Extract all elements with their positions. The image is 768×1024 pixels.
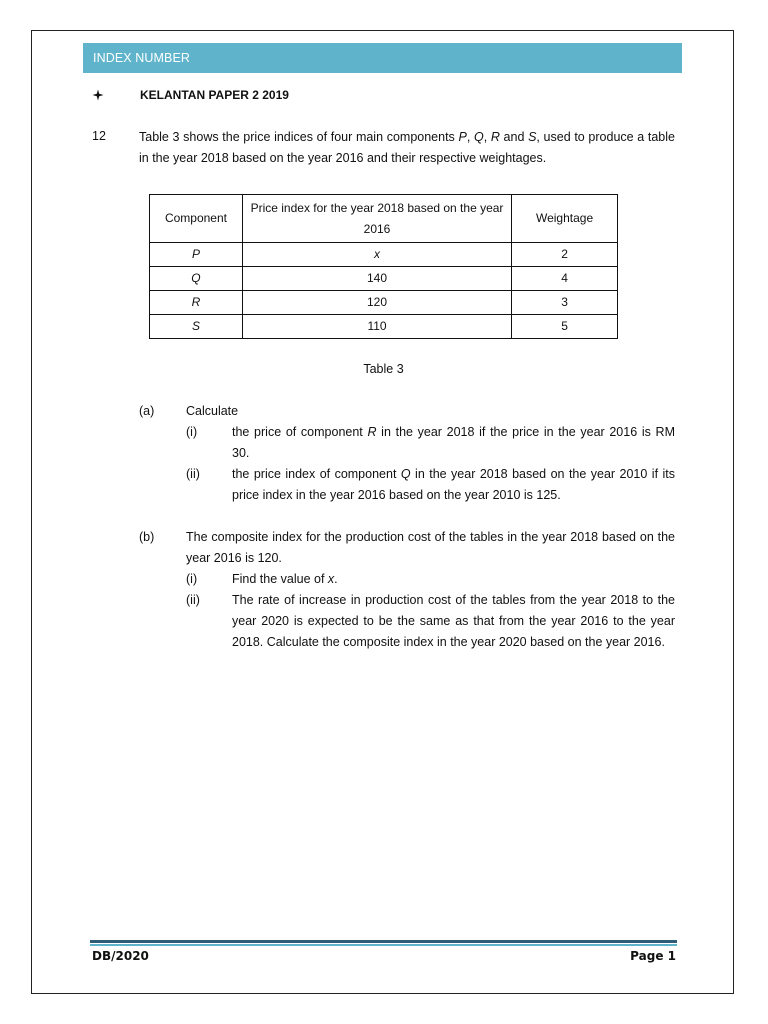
component-r-ref: R xyxy=(490,130,500,144)
part-a-ii-text-2: in the year 2018 based on the year 2010 if its price index in the year 2016 based on the year 2010 is 125. xyxy=(232,467,675,502)
table-header-row xyxy=(150,195,618,243)
component-s-ref: S xyxy=(528,130,537,144)
question-number: 12 xyxy=(92,129,106,143)
cell-weight: 4 xyxy=(512,267,618,291)
footer-page-number: Page 1 xyxy=(630,949,676,963)
part-b-i-var: x xyxy=(327,572,335,586)
intro-sep-2: , xyxy=(483,130,491,144)
question-intro xyxy=(139,127,675,169)
intro-sep-1: , xyxy=(466,130,474,144)
cell-component: Q xyxy=(150,267,243,291)
component-q-ref: Q xyxy=(473,130,484,144)
header-price-index: Price index for the year 2018 based on the year 2016 xyxy=(242,195,511,243)
table-row xyxy=(150,315,618,339)
section-title: KELANTAN PAPER 2 2019 xyxy=(140,88,289,102)
intro-sep-3: and xyxy=(499,130,529,144)
price-index-table xyxy=(149,194,618,339)
part-b-i-label: (i) xyxy=(186,572,198,586)
diamond-bullet-icon xyxy=(92,89,104,101)
cell-component: P xyxy=(150,243,243,267)
footer-rule xyxy=(90,940,677,946)
part-a-ii-text-1: the price index of component xyxy=(232,467,401,481)
part-b-i-text xyxy=(232,569,675,590)
table-row xyxy=(150,291,618,315)
part-a-i-text-1: the price of component xyxy=(232,425,368,439)
header-bar xyxy=(83,43,682,73)
header-title: INDEX NUMBER xyxy=(93,51,191,65)
cell-weight: 2 xyxy=(512,243,618,267)
part-b-text: The composite index for the production cost of the tables in the year 2018 based on the year 2016 is 120. xyxy=(186,530,675,565)
intro-text-2: , used to produce a table in the year 2018 based on the year 2016 and their respective weightages. xyxy=(139,130,675,165)
part-a-i-text xyxy=(232,422,675,464)
part-b-ii-label: (ii) xyxy=(186,593,200,607)
part-a-ii-var: Q xyxy=(400,467,411,481)
part-a-i-label: (i) xyxy=(186,425,198,439)
part-b-i-text-1: Find the value of xyxy=(232,572,328,586)
part-a-ii-text xyxy=(232,464,675,506)
part-a-label: (a) xyxy=(139,404,155,418)
component-p-ref: P xyxy=(458,130,467,144)
cell-weight: 5 xyxy=(512,315,618,339)
cell-index: 140 xyxy=(242,267,511,291)
cell-component: R xyxy=(150,291,243,315)
cell-index: x xyxy=(242,243,511,267)
header-weightage: Weightage xyxy=(512,195,618,243)
cell-component: S xyxy=(150,315,243,339)
header-component: Component xyxy=(150,195,243,243)
cell-index: 110 xyxy=(242,315,511,339)
table-caption: Table 3 xyxy=(363,362,404,376)
part-b-ii-text: The rate of increase in production cost of the tables from the year 2018 to the year 2020 is expected to be the same as that from the year 2016 to the year 2018. Calculate the composite index in the year 2020 based on the year 2016. xyxy=(232,593,675,649)
intro-text-1: Table 3 shows the price indices of four main components xyxy=(139,130,459,144)
part-a-i-text-2: in the year 2018 if the price in the year 2016 is RM 30. xyxy=(232,425,675,460)
part-a-ii-label: (ii) xyxy=(186,467,200,481)
cell-weight: 3 xyxy=(512,291,618,315)
table-row xyxy=(150,243,618,267)
page-border xyxy=(31,30,734,994)
footer-doc-code: DB/2020 xyxy=(92,949,149,963)
cell-index: 120 xyxy=(242,291,511,315)
part-b-i-text-2: . xyxy=(334,572,338,586)
part-a-i-var: R xyxy=(367,425,377,439)
part-a-text: Calculate xyxy=(186,404,239,418)
section-heading xyxy=(92,88,289,102)
part-b-label: (b) xyxy=(139,530,155,544)
table-row xyxy=(150,267,618,291)
